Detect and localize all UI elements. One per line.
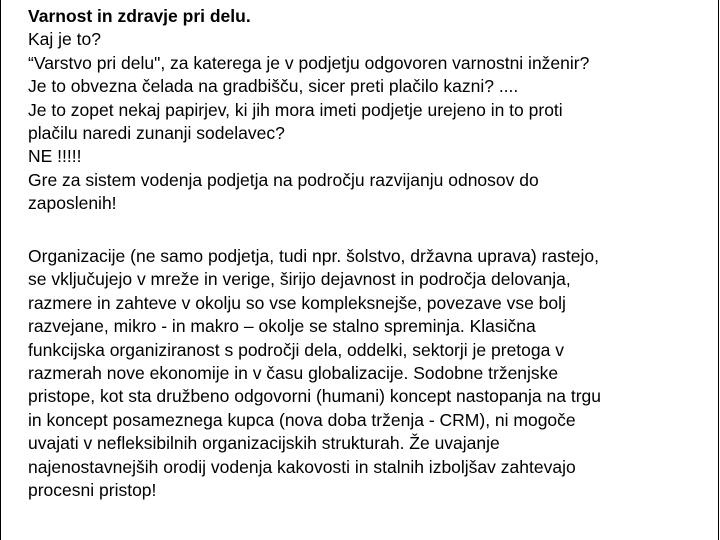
intro-line: Je to obvezna čelada na gradbišču, sicer preti plačilo kazni? ....: [28, 76, 519, 97]
body-line: se vključujejo v mreže in verige, širijo dejavnost in področja delovanja,: [28, 269, 571, 290]
intro-line: “Varstvo pri delu", za katerega je v podjetju odgovoren varnostni inženir?: [28, 52, 590, 73]
body-line: Organizacije (ne samo podjetja, tudi npr. šolstvo, državna uprava) rastejo,: [28, 246, 599, 266]
intro-line: zaposlenih!: [28, 193, 117, 214]
intro-line: Gre za sistem vodenja podjetja na področju razvijanju odnosov do: [28, 169, 539, 190]
body-line: in koncept posameznega kupca (nova doba trženja - CRM), ni mogoče: [28, 409, 576, 430]
intro-line: NE !!!!!: [28, 146, 82, 167]
body-line: razmerah nove ekonomije in v času globalizacije. Sodobne trženjske: [28, 363, 559, 384]
intro-line: Kaj je to?: [28, 29, 101, 50]
body-line: razvejane, mikro - in makro – okolje se stalno spreminja. Klasična: [28, 316, 536, 337]
intro-line: Je to zopet nekaj papirjev, ki jih mora imeti podjetje urejeno in to proti: [28, 99, 563, 120]
slide-title: Varnost in zdravje pri delu.: [28, 6, 251, 26]
body-line: razmere in zahteve v okolju so vse kompleksnejše, povezave vse bolj: [28, 292, 566, 313]
body-line: procesni pristop!: [28, 480, 157, 501]
body-line: pristope, kot sta družbeno odgovorni (humani) koncept nastopanja na trgu: [28, 386, 601, 407]
intro-block: [28, 5, 708, 216]
intro-line: plačilu naredi zunanji sodelavec?: [28, 123, 285, 144]
body-line: najenostavnejših orodij vodenja kakovosti in stalnih izboljšav zahtevajo: [28, 456, 576, 477]
body-line: uvajati v nefleksibilnih organizacijskih strukturah. Že uvajanje: [28, 433, 500, 454]
body-paragraph: [28, 245, 708, 502]
body-line: funkcijska organiziranost s področji dela, oddelki, sektorji je pretoga v: [28, 339, 564, 360]
